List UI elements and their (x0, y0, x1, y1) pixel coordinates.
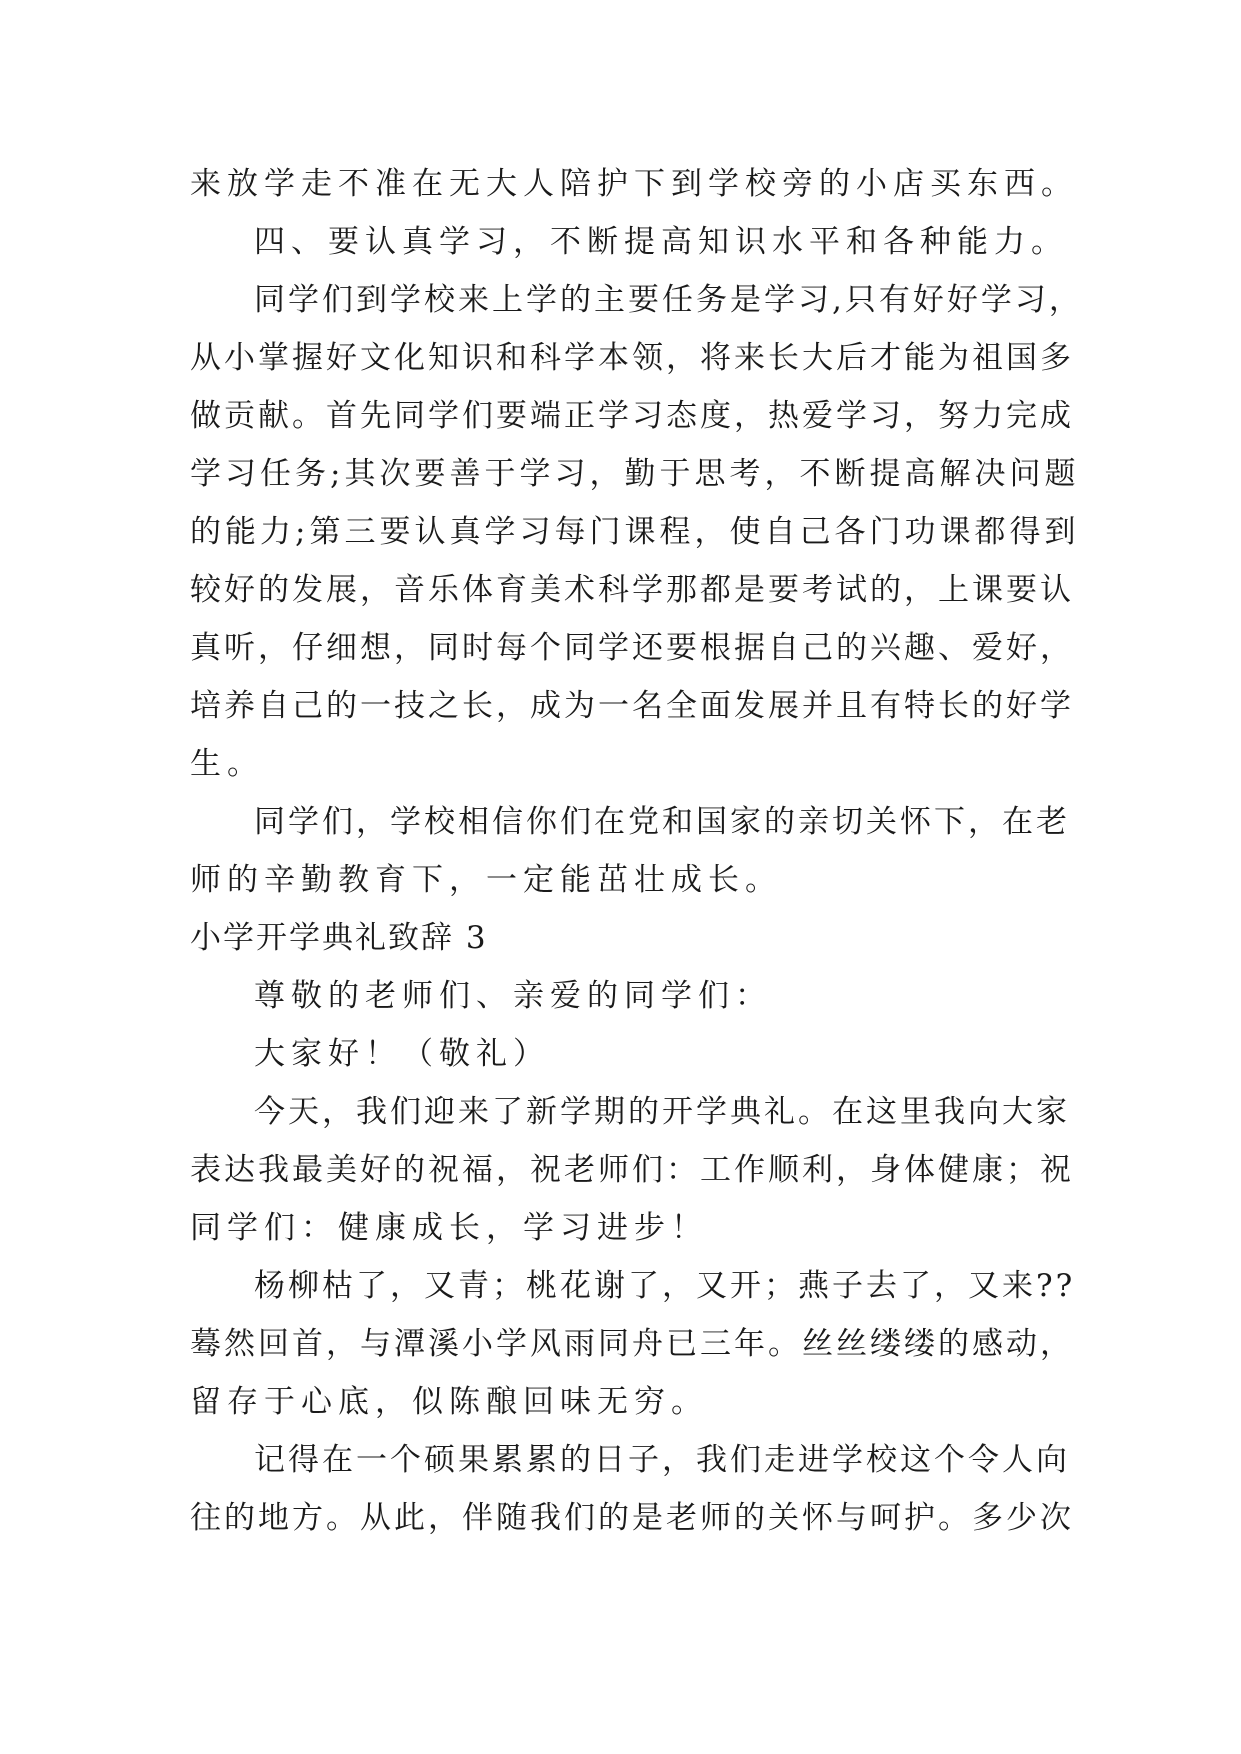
text-line: 记得在一个硕果累累的日子，我们走进学校这个令人向 (254, 1442, 1070, 1478)
text-line: 往的地方。从此，伴随我们的是老师的关怀与呵护。多少次 (190, 1500, 1074, 1536)
section-heading: 小学开学典礼致辞 3 (190, 920, 488, 956)
text-line: 表达我最美好的祝福，祝老师们：工作顺利，身体健康；祝 (190, 1152, 1074, 1188)
text-line: 尊敬的老师们、亲爱的同学们： (254, 978, 772, 1014)
text-line: 同学们，学校相信你们在党和国家的亲切关怀下，在老 (254, 804, 1070, 840)
text-line: 蓦然回首，与潭溪小学风雨同舟已三年。丝丝缕缕的感动， (190, 1326, 1074, 1362)
text-line: 今天，我们迎来了新学期的开学典礼。在这里我向大家 (254, 1094, 1070, 1130)
text-line: 从小掌握好文化知识和科学本领，将来长大后才能为祖国多 (190, 340, 1074, 376)
text-line: 较好的发展，音乐体育美术科学那都是要考试的，上课要认 (190, 572, 1074, 608)
text-line: 培养自己的一技之长，成为一名全面发展并且有特长的好学 (190, 688, 1074, 724)
text-line: 大家好！（敬礼） (254, 1036, 550, 1072)
text-line: 同学们：健康成长，学习进步！ (190, 1210, 708, 1246)
text-line: 做贡献。首先同学们要端正学习态度，热爱学习，努力完成 (190, 398, 1074, 434)
text-line: 学习任务;其次要善于学习，勤于思考，不断提高解决问题 (190, 456, 1080, 492)
text-line: 同学们到学校来上学的主要任务是学习,只有好好学习， (254, 282, 1083, 318)
document-body (190, 155, 1090, 1547)
text-line: 的能力;第三要认真学习每门课程，使自己各门功课都得到 (190, 514, 1080, 550)
text-line: 四、要认真学习，不断提高知识水平和各种能力。 (254, 224, 1068, 260)
text-line: 杨柳枯了，又青；桃花谢了，又开；燕子去了，又来?? (254, 1268, 1076, 1304)
text-line: 真听，仔细想，同时每个同学还要根据自己的兴趣、爱好， (190, 630, 1074, 666)
text-line: 师的辛勤教育下，一定能茁壮成长。 (190, 862, 782, 898)
text-line: 来放学走不准在无大人陪护下到学校旁的小店买东西。 (190, 166, 1078, 202)
text-line: 留存于心底，似陈酿回味无穷。 (190, 1384, 708, 1420)
text-line: 生。 (190, 746, 264, 782)
